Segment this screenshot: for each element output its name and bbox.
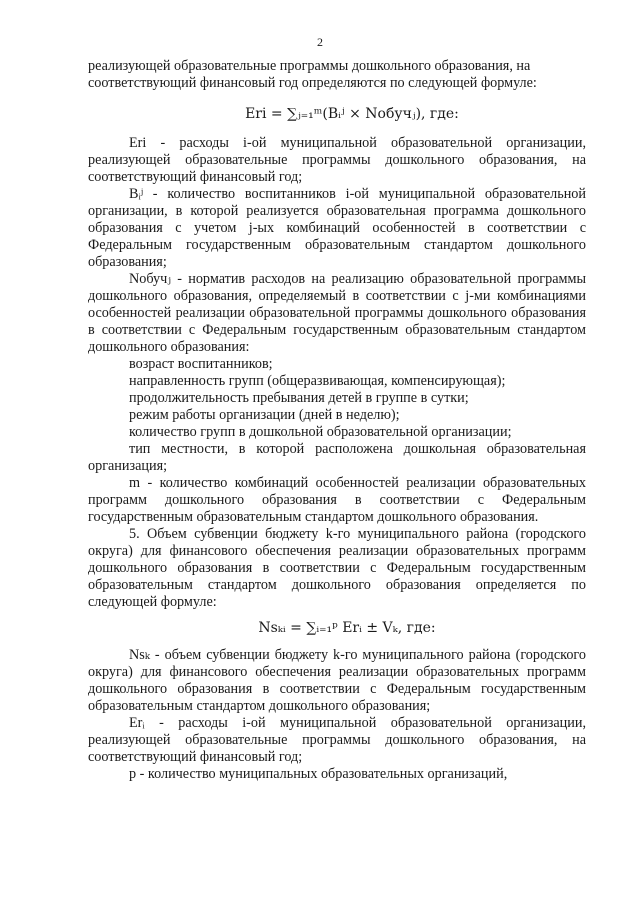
definition-p: p - количество муниципальных образовательных организаций, [129, 766, 508, 782]
section-5: 5. Объем субвенции бюджету k-го муниципального района (городского округа) для финансового обеспечения реализации образовательных программ дошкольного образования в соответствии с Федеральным государственным образовательным стандартом дошкольного образования определяется по следующей формуле: [88, 526, 586, 610]
feature-item: количество групп в дошкольной образовательной организации; [129, 424, 512, 440]
feature-item: тип местности, в которой расположена дошкольная образовательная организация; [88, 441, 586, 474]
formula-ns: Nsₖᵢ = ∑ᵢ₌₁ᵖ Erᵢ ± Vₖ, где: [258, 620, 436, 636]
definition-er: Eri - расходы i-ой муниципальной образовательной организации, реализующей образовательные программы дошкольного образования, на соответствующий финансовый год; [88, 135, 586, 185]
formula-er: Eri = ∑ⱼ₌₁ᵐ(Bᵢʲ × Nобучⱼ), где: [245, 106, 459, 122]
definition-ns: Nsₖ - объем субвенции бюджету k-го муниципального района (городского округа) для финансового обеспечения реализации образовательных программ дошкольного образования в соответствии с Федеральным государственным образовательным стандартом дошкольного образования; [88, 647, 586, 714]
page-number: 2 [317, 35, 323, 49]
document-body [88, 58, 586, 783]
definition-m: m - количество комбинаций особенностей реализации образовательных программ дошкольного образования в соответствии с Федеральным государственным образовательным стандартом дошкольного образования. [88, 475, 586, 525]
definition-nobuch: Nобучⱼ - норматив расходов на реализацию образовательной программы дошкольного образования, определяемый в соответствии с j-ми комбинациями особенностей реализации образовательной программы дошкольного образования в соответствии с Федеральным государственным образовательным стандартом дошкольного образования: [88, 271, 586, 355]
definition-b: Bᵢʲ - количество воспитанников i-ой муниципальной образовательной организации, в которой реализуется образовательная программа дошкольного образования с учетом j-ых комбинаций особенностей в соответствии с Федеральным государственным образовательным стандартом дошкольного образования; [88, 186, 586, 270]
feature-item: возраст воспитанников; [129, 356, 273, 372]
feature-item: направленность групп (общеразвивающая, компенсирующая); [129, 373, 506, 389]
intro-line: реализующей образовательные программы дошкольного образования, на [88, 58, 531, 74]
feature-item: продолжительность пребывания детей в группе в сутки; [129, 390, 469, 406]
feature-item: режим работы организации (дней в неделю); [129, 407, 400, 423]
intro-line: соответствующий финансовый год определяются по следующей формуле: [88, 75, 537, 91]
definition-er-2: Erᵢ - расходы i-ой муниципальной образовательной организации, реализующей образовательные программы дошкольного образования, на соответствующий финансовый год; [88, 715, 586, 765]
